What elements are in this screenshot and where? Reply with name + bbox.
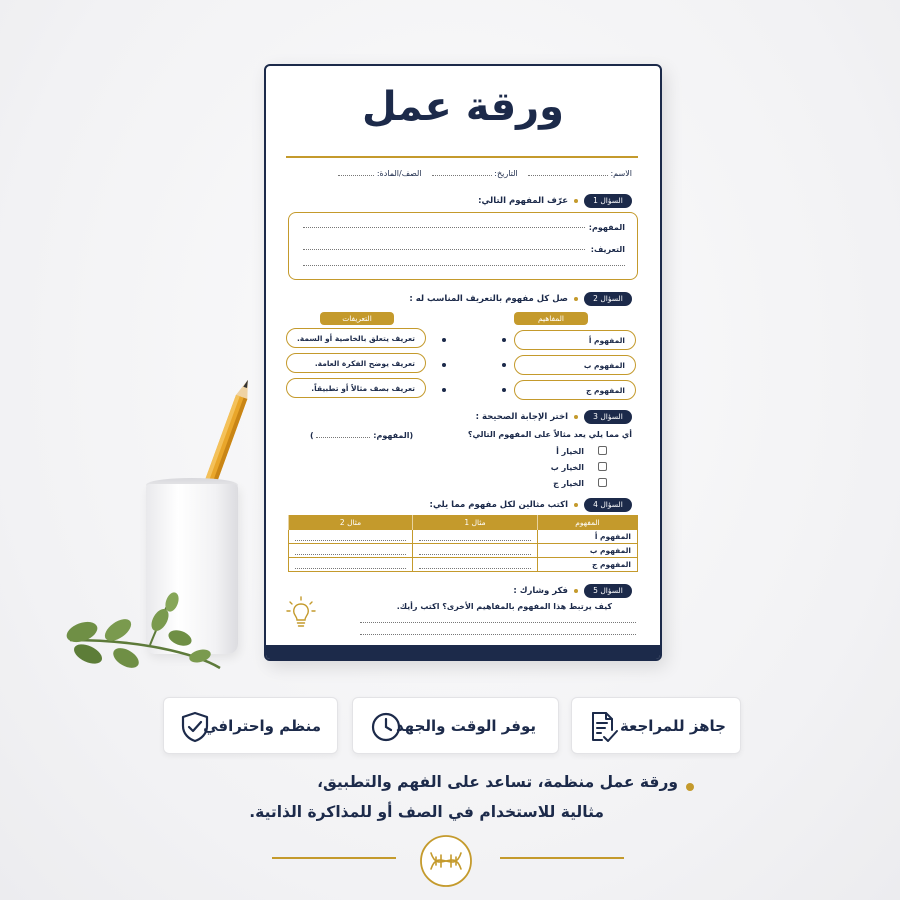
q2-badge: السؤال 2 bbox=[584, 292, 632, 306]
q4-badge: السؤال 4 bbox=[584, 498, 632, 512]
table-cell-concept: المفهوم ج bbox=[538, 558, 638, 572]
q4-prompt: اكتب مثالين لكل مفهوم مما يلي: bbox=[429, 500, 568, 510]
q2-definition-dot-b[interactable] bbox=[442, 363, 446, 367]
table-header-example-2: مثال 2 bbox=[289, 516, 413, 530]
q1-concept-line[interactable] bbox=[303, 227, 585, 228]
q2-definition-dot-a[interactable] bbox=[442, 338, 446, 342]
feature-label-saves-time: يوفر الوقت والجهد bbox=[396, 717, 536, 735]
q4-dot bbox=[574, 503, 578, 507]
q2-concept-dot-c[interactable] bbox=[502, 388, 506, 392]
q5-answer-line-1[interactable] bbox=[360, 622, 636, 623]
q5-dot bbox=[574, 589, 578, 593]
q3-dot bbox=[574, 415, 578, 419]
q5-prompt: فكر وشارك : bbox=[513, 586, 568, 596]
q5-badge: السؤال 5 bbox=[584, 584, 632, 598]
q2-concepts-header: المفاهيم bbox=[514, 312, 588, 325]
feature-card-organized bbox=[163, 697, 338, 754]
description-line-1: ورقة عمل منظمة، تساعد على الفهم والتطبيق، bbox=[317, 773, 678, 791]
q3-concept-hint-open: (المفهوم: bbox=[373, 431, 414, 440]
q3-checkbox-a[interactable] bbox=[598, 446, 607, 455]
feature-label-review-ready: جاهز للمراجعة bbox=[619, 717, 726, 735]
table-cell-example-2[interactable] bbox=[289, 544, 413, 558]
q2-concept-dot-b[interactable] bbox=[502, 363, 506, 367]
q1-concept-label: المفهوم: bbox=[588, 223, 625, 232]
table-header-row bbox=[289, 516, 638, 530]
date-field[interactable] bbox=[432, 168, 492, 176]
q2-definition-b[interactable]: تعريف يوضح الفكرة العامة. bbox=[286, 353, 426, 373]
table-cell-example-1[interactable] bbox=[413, 558, 538, 572]
table-cell-example-2[interactable] bbox=[289, 558, 413, 572]
title-divider bbox=[286, 156, 638, 158]
worksheet-title: ورقة عمل bbox=[361, 84, 565, 130]
q1-definition-line-1[interactable] bbox=[303, 249, 585, 250]
name-field[interactable] bbox=[528, 168, 608, 176]
q3-checkbox-c[interactable] bbox=[598, 478, 607, 487]
feature-card-saves-time bbox=[352, 697, 559, 754]
dna-icon bbox=[418, 833, 474, 889]
table-row bbox=[289, 544, 638, 558]
footer-line-left bbox=[272, 857, 396, 859]
q5-answer-line-2[interactable] bbox=[360, 634, 636, 635]
q2-definition-a[interactable]: تعريف يتعلق بالخاصية أو السمة. bbox=[286, 328, 426, 348]
feature-card-review-ready bbox=[571, 697, 741, 754]
table-header-example-1: مثال 1 bbox=[413, 516, 538, 530]
q1-dot bbox=[574, 199, 578, 203]
q3-option-a: الخيار أ bbox=[556, 447, 584, 456]
table-row bbox=[289, 530, 638, 544]
description-line-2: مثالية للاستخدام في الصف أو للمذاكرة الذاتية. bbox=[249, 803, 604, 821]
q2-prompt: صل كل مفهوم بالتعريف المناسب له : bbox=[409, 294, 568, 304]
q3-option-c: الخيار ج bbox=[553, 479, 584, 488]
q2-definition-dot-c[interactable] bbox=[442, 388, 446, 392]
q1-prompt: عرّف المفهوم التالي: bbox=[478, 196, 568, 206]
q2-definitions-header: التعريفات bbox=[320, 312, 394, 325]
header-fields bbox=[292, 168, 632, 178]
q2-concept-dot-a[interactable] bbox=[502, 338, 506, 342]
q3-question: أي مما يلي يعد مثالاً على المفهوم التالي؟ bbox=[467, 430, 632, 439]
table-cell-concept: المفهوم أ bbox=[538, 530, 638, 544]
q5-question: كيف يرتبط هذا المفهوم بالمفاهيم الأخرى؟ اكتب رأيك. bbox=[396, 602, 612, 611]
q1-answer-box bbox=[288, 212, 638, 280]
q2-concept-b[interactable]: المفهوم ب bbox=[514, 355, 636, 375]
table-header-concept: المفهوم bbox=[538, 516, 638, 530]
plant-sprig-illustration bbox=[60, 590, 230, 680]
q2-concept-c[interactable]: المفهوم ج bbox=[514, 380, 636, 400]
document-check-icon bbox=[586, 710, 620, 744]
description-bullet bbox=[686, 783, 694, 791]
date-label: التاريخ: bbox=[494, 169, 518, 178]
q2-concept-a[interactable]: المفهوم أ bbox=[514, 330, 636, 350]
q3-prompt: اختر الإجابة الصحيحة : bbox=[475, 412, 568, 422]
q3-option-b: الخيار ب bbox=[550, 463, 584, 472]
feature-label-organized: منظم واحترافي bbox=[203, 717, 321, 735]
q3-badge: السؤال 3 bbox=[584, 410, 632, 424]
q2-dot bbox=[574, 297, 578, 301]
q3-concept-hint-close: ) bbox=[310, 431, 314, 440]
q1-definition-label: التعريف: bbox=[590, 245, 625, 254]
table-cell-example-2[interactable] bbox=[289, 530, 413, 544]
table-cell-example-1[interactable] bbox=[413, 530, 538, 544]
lightbulb-icon bbox=[286, 596, 316, 632]
q3-concept-blank[interactable] bbox=[316, 430, 370, 438]
footer-line-right bbox=[500, 857, 624, 859]
sheet-footer-bar bbox=[266, 645, 660, 659]
table-cell-example-1[interactable] bbox=[413, 544, 538, 558]
q4-examples-table bbox=[288, 515, 638, 572]
q1-badge: السؤال 1 bbox=[584, 194, 632, 208]
table-row bbox=[289, 558, 638, 572]
q3-checkbox-b[interactable] bbox=[598, 462, 607, 471]
table-cell-concept: المفهوم ب bbox=[538, 544, 638, 558]
q1-definition-line-2[interactable] bbox=[303, 265, 625, 266]
q3-concept-hint bbox=[310, 430, 413, 440]
class-field[interactable] bbox=[338, 168, 374, 176]
worksheet-sheet bbox=[264, 64, 662, 661]
class-label: الصف/المادة: bbox=[376, 169, 422, 178]
name-label: الاسم: bbox=[610, 169, 632, 178]
q2-definition-c[interactable]: تعريف بصف مثالاً أو تطبيقاً. bbox=[286, 378, 426, 398]
